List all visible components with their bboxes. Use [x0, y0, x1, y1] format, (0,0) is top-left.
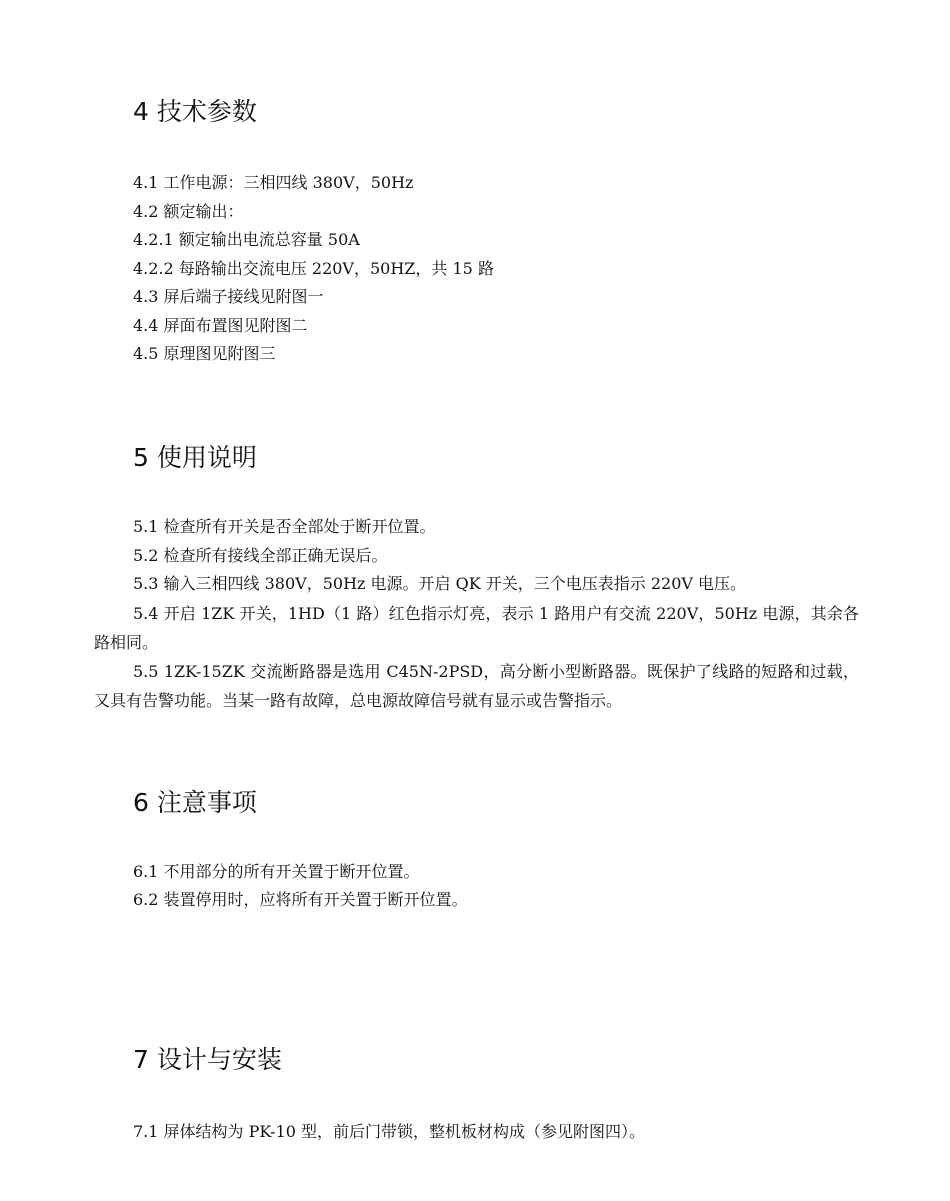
paragraph: 5.5 1ZK-15ZK 交流断路器是选用 C45N-2PSD，高分断小型断路器。既保护了线路的短路和过载，又具有告警功能。当某一路有故障，总电源故障信号就有显示或告警指示。 — [94, 662, 859, 710]
section-heading-6: 6 注意事项 — [133, 788, 257, 817]
list-item: 4.5 原理图见附图三 — [133, 344, 276, 363]
list-item: 4.4 屏面布置图见附图二 — [133, 316, 308, 335]
list-item: 7.1 屏体结构为 PK-10 型，前后门带锁，整机板材构成（参见附图四）。 — [133, 1122, 646, 1141]
list-item: 5.3 输入三相四线 380V，50Hz 电源。开启 QK 开关，三个电压表指示 220V 电压。 — [133, 574, 747, 593]
list-item: 5.2 检查所有接线全部正确无误后。 — [133, 546, 388, 565]
list-item: 4.3 屏后端子接线见附图一 — [133, 287, 324, 306]
list-item: 4.2.1 额定输出电流总容量 50A — [133, 230, 360, 249]
list-item: 6.1 不用部分的所有开关置于断开位置。 — [133, 862, 420, 881]
section-heading-4: 4 技术参数 — [133, 97, 257, 126]
list-item: 4.2.2 每路输出交流电压 220V，50HZ，共 15 路 — [133, 259, 494, 278]
paragraph: 5.4 开启 1ZK 开关，1HD（1 路）红色指示灯亮，表示 1 路用户有交流 220V，50Hz 电源，其余各路相同。 — [94, 604, 859, 652]
list-item: 6.2 装置停用时，应将所有开关置于断开位置。 — [133, 890, 468, 909]
list-item: 5.1 检查所有开关是否全部处于断开位置。 — [133, 517, 436, 536]
section-heading-5: 5 使用说明 — [133, 443, 257, 472]
section-heading-7: 7 设计与安装 — [133, 1045, 282, 1074]
list-item: 4.2 额定输出： — [133, 202, 244, 221]
list-item: 4.1 工作电源：三相四线 380V，50Hz — [133, 173, 414, 192]
